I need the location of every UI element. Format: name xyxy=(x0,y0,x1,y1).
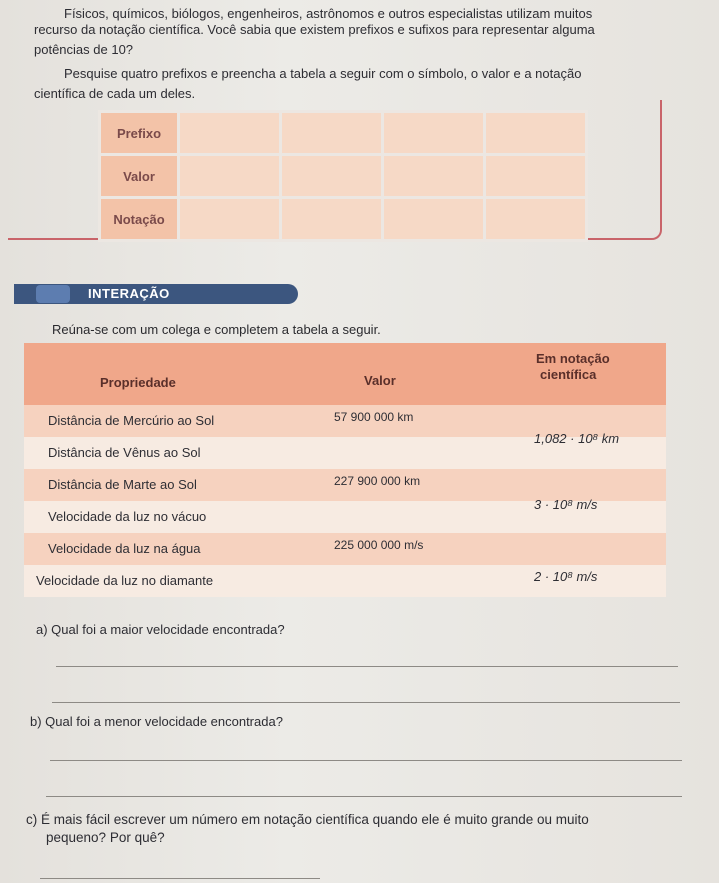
row-property: Velocidade da luz no vácuo xyxy=(48,509,207,524)
row-property: Velocidade da luz na água xyxy=(48,541,201,556)
research-label-value: Valor xyxy=(100,155,179,198)
intro-line-2: recurso da notação científica. Você sabia que existem prefixos e sufixos para representar alguma xyxy=(34,22,595,37)
research-label-notation: Notação xyxy=(100,198,179,241)
research-cell[interactable] xyxy=(179,155,281,198)
question-a: a) Qual foi a maior velocidade encontrada? xyxy=(36,622,285,637)
question-b: b) Qual foi a menor velocidade encontrada? xyxy=(30,714,283,729)
data-table xyxy=(24,343,666,597)
row-value: 57 900 000 km xyxy=(334,410,414,424)
intro-line-3: potências de 10? xyxy=(34,42,134,57)
header-value: Valor xyxy=(364,373,396,388)
answer-line[interactable] xyxy=(52,702,680,703)
table-row xyxy=(24,565,666,597)
question-c-line-2: pequeno? Por quê? xyxy=(46,830,165,845)
interaction-banner xyxy=(14,284,298,304)
row-value: 225 000 000 m/s xyxy=(334,538,424,552)
research-cell[interactable] xyxy=(383,112,485,155)
row-property: Distância de Marte ao Sol xyxy=(48,477,197,492)
research-cell[interactable] xyxy=(485,198,587,241)
intro-line-5: científica de cada um deles. xyxy=(34,86,196,101)
row-property: Distância de Mercúrio ao Sol xyxy=(48,413,215,428)
research-row-prefix xyxy=(100,112,587,155)
row-property: Distância de Vênus ao Sol xyxy=(48,445,201,460)
research-table xyxy=(98,110,588,242)
row-scientific: 1,082 · 10⁸ km xyxy=(534,431,620,446)
intro-line-1: Físicos, químicos, biólogos, engenheiros, astrônomos e outros especialistas utilizam muitos xyxy=(64,6,593,21)
research-label-prefix: Prefixo xyxy=(100,112,179,155)
table-row xyxy=(24,431,666,469)
row-scientific: 3 · 10⁸ m/s xyxy=(534,497,598,512)
interaction-icon xyxy=(36,285,70,303)
header-property: Propriedade xyxy=(100,375,176,390)
data-table-header xyxy=(24,343,666,405)
answer-line[interactable] xyxy=(50,760,682,761)
research-cell[interactable] xyxy=(383,198,485,241)
question-c-line-1: c) É mais fácil escrever um número em notação científica quando ele é muito grande ou muito xyxy=(26,812,589,827)
header-scientific-2: científica xyxy=(540,367,597,382)
row-property: Velocidade da luz no diamante xyxy=(36,573,214,588)
interaction-prompt: Reúna-se com um colega e completem a tabela a seguir. xyxy=(52,322,381,337)
research-cell[interactable] xyxy=(281,155,383,198)
research-row-value xyxy=(100,155,587,198)
research-cell[interactable] xyxy=(485,112,587,155)
answer-line[interactable] xyxy=(46,796,682,797)
research-cell[interactable] xyxy=(383,155,485,198)
research-cell[interactable] xyxy=(281,112,383,155)
research-cell[interactable] xyxy=(179,198,281,241)
research-cell[interactable] xyxy=(179,112,281,155)
header-scientific-1: Em notação xyxy=(536,351,610,366)
table-row xyxy=(24,533,666,565)
row-value: 227 900 000 km xyxy=(334,474,421,488)
answer-line[interactable] xyxy=(56,666,678,667)
row-scientific: 2 · 10⁸ m/s xyxy=(534,569,598,584)
research-cell[interactable] xyxy=(281,198,383,241)
intro-line-4: Pesquise quatro prefixos e preencha a tabela a seguir com o símbolo, o valor e a notação xyxy=(64,66,582,81)
research-cell[interactable] xyxy=(485,155,587,198)
table-row xyxy=(24,497,666,533)
interaction-title: INTERAÇÃO xyxy=(88,286,170,301)
research-row-notation xyxy=(100,198,587,241)
answer-line[interactable] xyxy=(40,878,320,879)
